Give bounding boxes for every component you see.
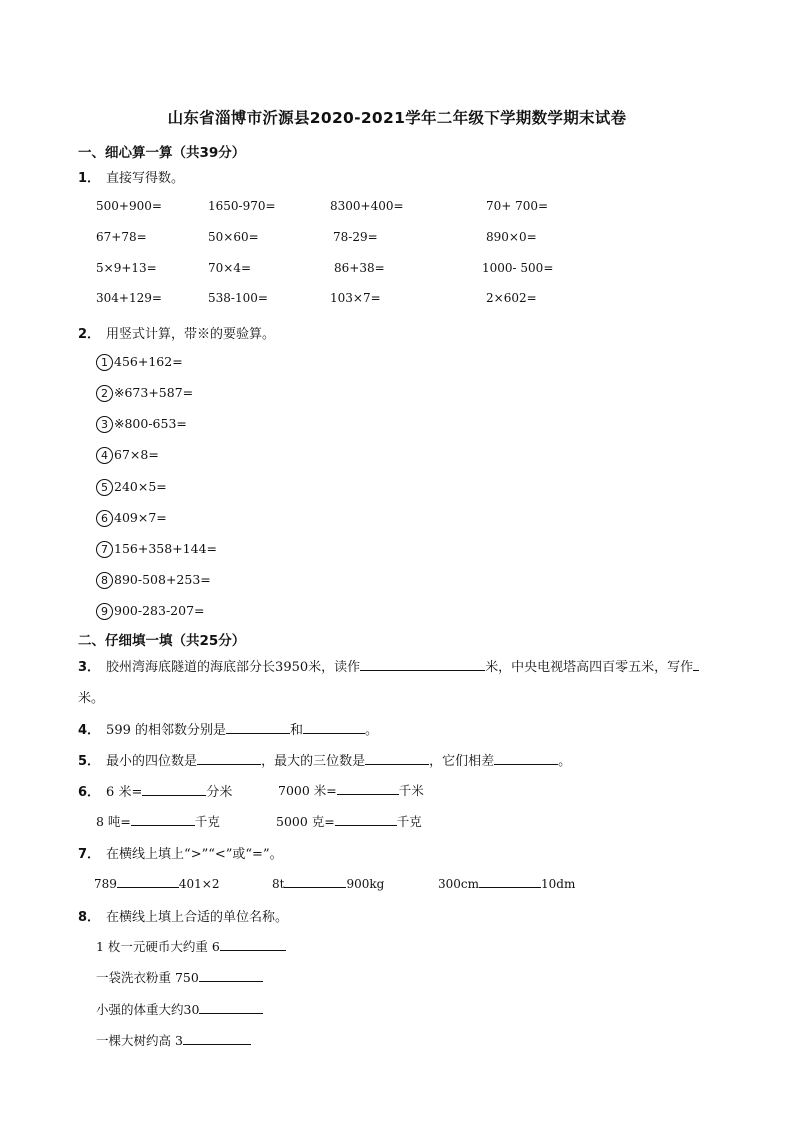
circled-number: 1 bbox=[96, 354, 113, 371]
circled-number: 5 bbox=[96, 479, 113, 496]
question-text: 。 bbox=[558, 754, 572, 769]
circled-number: 8 bbox=[96, 572, 113, 589]
vertical-calc-item bbox=[96, 541, 217, 558]
question-text: 最小的四位数是 bbox=[106, 754, 198, 769]
question-6 bbox=[78, 781, 232, 800]
answer-blank[interactable] bbox=[197, 752, 261, 765]
question-6-row-2-part bbox=[276, 812, 422, 830]
answer-blank[interactable] bbox=[220, 938, 286, 951]
question-3-continued: 米。 bbox=[78, 691, 105, 706]
compare-item bbox=[94, 875, 220, 891]
question-number: 7． bbox=[78, 847, 101, 862]
question-text: 。 bbox=[365, 723, 379, 738]
calc-item: 1000- 500= bbox=[482, 261, 554, 275]
answer-blank[interactable] bbox=[337, 782, 399, 795]
answer-blank[interactable] bbox=[284, 875, 346, 888]
question-text: 在横线上填上“>”“<”或“=”。 bbox=[106, 847, 283, 862]
calc-expression: 900-283-207= bbox=[114, 603, 205, 618]
calc-item: 500+900= bbox=[96, 199, 162, 213]
calc-item: 890×0= bbox=[486, 230, 537, 244]
question-text: ，最大的三位数是 bbox=[261, 754, 366, 769]
calc-expression: 240×5= bbox=[114, 479, 167, 494]
calc-expression: 409×7= bbox=[114, 510, 167, 525]
calc-expression: 67×8= bbox=[114, 447, 159, 462]
question-7 bbox=[78, 843, 283, 862]
section-2-heading: 二、仔细填一填（共25分） bbox=[78, 633, 246, 649]
circled-number: 9 bbox=[96, 603, 113, 620]
question-text: 千克 bbox=[396, 814, 422, 829]
vertical-calc-item bbox=[96, 479, 167, 496]
circled-number: 2 bbox=[96, 385, 113, 402]
calc-item: 2×602= bbox=[486, 291, 537, 305]
unit-item bbox=[96, 1031, 251, 1049]
question-text: 8 吨= bbox=[96, 814, 131, 829]
answer-blank[interactable] bbox=[479, 875, 541, 888]
compare-left: 300cm bbox=[438, 877, 480, 891]
vertical-calc-item bbox=[96, 510, 167, 527]
calc-item: 1650-970= bbox=[208, 199, 276, 213]
question-text: 6 米= bbox=[106, 785, 143, 800]
unit-item bbox=[96, 937, 286, 955]
calc-item: 304+129= bbox=[96, 291, 162, 305]
unit-text: 1 枚一元硬币大约重 6 bbox=[96, 939, 220, 954]
calc-item: 70+ 700= bbox=[486, 199, 549, 213]
vertical-calc-item bbox=[96, 385, 193, 402]
question-text: 米，中央电视塔高四百零五米，写作 bbox=[485, 660, 694, 675]
unit-text: 一棵大树约高 3 bbox=[96, 1033, 183, 1048]
compare-left: 789 bbox=[94, 877, 117, 891]
question-number: 4． bbox=[78, 723, 101, 738]
section-1-heading: 一、细心算一算（共39分） bbox=[78, 145, 246, 161]
question-4 bbox=[78, 719, 378, 738]
compare-item bbox=[438, 875, 575, 891]
question-number: 3． bbox=[78, 660, 101, 675]
vertical-calc-item bbox=[96, 447, 159, 464]
answer-blank[interactable] bbox=[226, 721, 290, 734]
unit-text: 一袋洗衣粉重 750 bbox=[96, 970, 199, 985]
answer-blank[interactable] bbox=[494, 752, 558, 765]
question-text: 直接写得数。 bbox=[106, 171, 185, 186]
answer-blank[interactable] bbox=[131, 813, 195, 826]
question-8 bbox=[78, 906, 288, 925]
compare-right: 900kg bbox=[346, 877, 385, 891]
question-text: 用竖式计算，带※的要验算。 bbox=[106, 327, 276, 342]
calc-expression: 890-508+253= bbox=[114, 572, 211, 587]
vertical-calc-item bbox=[96, 416, 187, 433]
compare-right: 10dm bbox=[541, 877, 576, 891]
question-number: 5． bbox=[78, 754, 101, 769]
calc-item: 5×9+13= bbox=[96, 261, 157, 275]
answer-blank[interactable] bbox=[183, 1032, 251, 1045]
question-text: 和 bbox=[290, 723, 304, 738]
compare-left: 8t bbox=[272, 877, 285, 891]
calc-item: 538-100= bbox=[208, 291, 268, 305]
question-2 bbox=[78, 323, 275, 342]
question-6-part bbox=[278, 781, 424, 799]
answer-blank[interactable] bbox=[199, 1001, 263, 1014]
question-3 bbox=[78, 656, 699, 675]
question-text: 599 的相邻数分别是 bbox=[106, 723, 226, 738]
unit-item bbox=[96, 968, 263, 986]
answer-blank[interactable] bbox=[335, 813, 397, 826]
question-text: 分米 bbox=[206, 785, 233, 800]
question-text: 7000 米= bbox=[278, 783, 337, 798]
circled-number: 7 bbox=[96, 541, 113, 558]
circled-number: 4 bbox=[96, 447, 113, 464]
question-6-row-2 bbox=[96, 812, 220, 830]
calc-item: 78-29= bbox=[333, 230, 378, 244]
circled-number: 6 bbox=[96, 510, 113, 527]
calc-expression: ※673+587= bbox=[114, 385, 194, 400]
answer-blank[interactable] bbox=[365, 752, 429, 765]
compare-right: 401×2 bbox=[178, 877, 220, 891]
question-text: 千米 bbox=[398, 783, 424, 798]
calc-expression: 456+162= bbox=[114, 354, 183, 369]
question-5 bbox=[78, 750, 571, 769]
question-text: 胶州湾海底隧道的海底部分长3950米，读作 bbox=[106, 660, 361, 675]
calc-item: 8300+400= bbox=[330, 199, 404, 213]
calc-expression: 156+358+144= bbox=[114, 541, 217, 556]
calc-expression: ※800-653= bbox=[114, 416, 187, 431]
question-number: 2． bbox=[78, 327, 101, 342]
question-number: 8． bbox=[78, 910, 101, 925]
compare-item bbox=[272, 875, 384, 891]
answer-blank[interactable] bbox=[693, 658, 699, 671]
question-number: 6． bbox=[78, 785, 101, 800]
unit-text: 小强的体重大约30 bbox=[96, 1002, 200, 1017]
question-text: 千克 bbox=[194, 814, 220, 829]
answer-blank[interactable] bbox=[303, 721, 365, 734]
page-title: 山东省淄博市沂源县2020-2021学年二年级下学期数学期末试卷 bbox=[167, 109, 627, 127]
question-number: 1． bbox=[78, 171, 101, 186]
calc-item: 86+38= bbox=[334, 261, 385, 275]
calc-item: 50×60= bbox=[208, 230, 259, 244]
question-text: 在横线上填上合适的单位名称。 bbox=[106, 910, 289, 925]
calc-item: 67+78= bbox=[96, 230, 147, 244]
question-text: 5000 克= bbox=[276, 814, 335, 829]
circled-number: 3 bbox=[96, 416, 113, 433]
answer-blank[interactable] bbox=[360, 658, 485, 671]
calc-item: 70×4= bbox=[208, 261, 252, 275]
answer-blank[interactable] bbox=[142, 783, 206, 796]
question-text: ，它们相差 bbox=[429, 754, 495, 769]
answer-blank[interactable] bbox=[199, 969, 263, 982]
question-1 bbox=[78, 167, 184, 186]
calc-item: 103×7= bbox=[330, 291, 381, 305]
vertical-calc-item bbox=[96, 354, 183, 371]
vertical-calc-item bbox=[96, 603, 205, 620]
vertical-calc-item bbox=[96, 572, 211, 589]
unit-item bbox=[96, 1000, 263, 1018]
answer-blank[interactable] bbox=[117, 875, 179, 888]
